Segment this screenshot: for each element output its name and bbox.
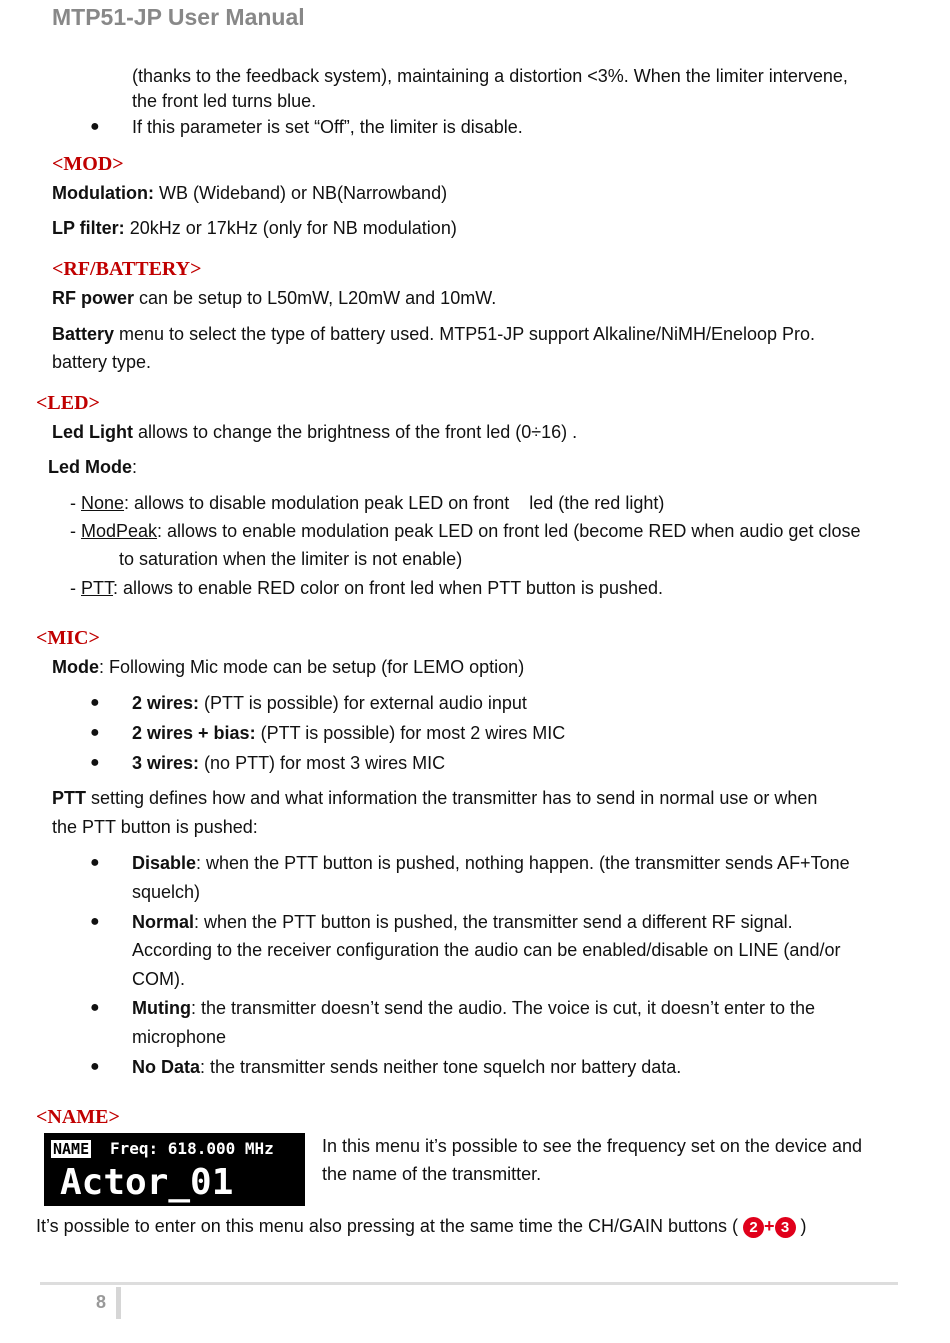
led-mode-colon: : <box>132 457 138 477</box>
ptt-option <box>132 910 793 934</box>
section-heading-mic: <MIC> <box>36 627 100 649</box>
led-light-text: allows to change the brightness of the front led (0÷16) . <box>132 422 578 442</box>
section-heading-rf-battery: <RF/BATTERY> <box>52 258 202 280</box>
mic-mode <box>52 655 524 679</box>
lcd-display <box>44 1133 305 1206</box>
bullet-icon: ● <box>90 854 100 871</box>
intro-line-2: the front led turns blue. <box>132 91 317 111</box>
ptt-option <box>132 1055 681 1079</box>
ptt-option-cont: COM). <box>132 969 185 989</box>
modulation-text: WB (Wideband) or NB(Narrowband) <box>153 183 448 203</box>
dash: - <box>70 521 81 541</box>
bullet-icon: ● <box>90 999 100 1016</box>
intro-bullet: If this parameter is set “Off”, the limiter is disable. <box>132 117 523 137</box>
led-mode-ptt <box>70 576 663 600</box>
led-light <box>52 420 577 444</box>
dash: - <box>70 578 81 598</box>
ptt-text: : allows to enable RED color on front led when PTT button is pushed. <box>113 578 663 598</box>
mod-modulation <box>52 181 447 205</box>
key-2-icon: 2 <box>743 1217 764 1238</box>
mic-mode-label: Mode <box>52 657 99 677</box>
lp-filter-text: 20kHz or 17kHz (only for NB modulation) <box>124 218 457 238</box>
led-mode-none <box>70 491 664 515</box>
page-number: 8 <box>96 1292 107 1312</box>
plus-sign: + <box>764 1216 775 1236</box>
ptt-setting-label: PTT <box>52 788 86 808</box>
name-shortcut <box>36 1214 807 1238</box>
rf-power-label: RF power <box>52 288 135 308</box>
ptt-setting-line-2: the PTT button is pushed: <box>52 817 258 837</box>
mic-mode-item-text: (no PTT) for most 3 wires MIC <box>199 753 446 773</box>
mic-mode-item <box>132 721 565 745</box>
led-mode-label: Led Mode <box>48 457 132 477</box>
rf-power <box>52 286 496 310</box>
ptt-option-label: Normal <box>132 912 195 932</box>
ptt-option-text: : the transmitter doesn’t send the audio. The voice is cut, it doesn’t enter to the <box>190 998 816 1018</box>
none-text: : allows to disable modulation peak LED on front led (the red light) <box>124 493 665 513</box>
mic-mode-item-text: (PTT is possible) for most 2 wires MIC <box>255 723 566 743</box>
ptt-label: PTT <box>81 578 114 598</box>
name-desc-line-1: In this menu it’s possible to see the frequency set on the device and <box>322 1136 862 1156</box>
ptt-option-label: Muting <box>132 998 191 1018</box>
ptt-option-text: : when the PTT button is pushed, the transmitter send a different RF signal. <box>194 912 793 932</box>
battery-label: Battery <box>52 324 115 344</box>
mod-lp-filter <box>52 216 457 240</box>
mic-mode-item <box>132 751 445 775</box>
section-heading-led: <LED> <box>36 392 100 414</box>
bullet-icon: ● <box>90 118 100 135</box>
ptt-setting-text: setting defines how and what information the transmitter has to send in normal use or when <box>86 788 818 808</box>
lcd-name-tag: NAME <box>53 1140 90 1158</box>
intro-line-1: (thanks to the feedback system), maintaining a distortion <3%. When the limiter intervene, <box>132 66 848 86</box>
led-mode <box>48 455 137 479</box>
document-title: MTP51-JP User Manual <box>52 4 305 30</box>
page-number-bar <box>116 1287 121 1319</box>
ptt-option-cont: microphone <box>132 1027 227 1047</box>
mic-mode-item-label: 2 wires: <box>132 693 200 713</box>
mic-mode-item-label: 3 wires: <box>132 753 200 773</box>
battery-line-2: battery type. <box>52 352 152 372</box>
ptt-option-cont: According to the receiver configuration the audio can be enabled/disable on LINE (and/or <box>132 940 841 960</box>
led-mode-modpeak-cont: to saturation when the limiter is not enable) <box>119 549 463 569</box>
lp-filter-label: LP filter: <box>52 218 125 238</box>
bullet-icon: ● <box>90 754 100 771</box>
battery-text: menu to select the type of battery used. MTP51-JP support Alkaline/NiMH/Eneloop Pro. <box>114 324 816 344</box>
ptt-option-label: No Data <box>132 1057 201 1077</box>
bullet-icon: ● <box>90 913 100 930</box>
shortcut-end: ) <box>795 1216 807 1236</box>
led-light-label: Led Light <box>52 422 133 442</box>
mic-mode-item <box>132 691 527 715</box>
lcd-transmitter-name: Actor_01 <box>60 1162 234 1203</box>
modulation-label: Modulation: <box>52 183 154 203</box>
bullet-icon: ● <box>90 1058 100 1075</box>
led-mode-modpeak <box>70 519 860 543</box>
ptt-option-text: : the transmitter sends neither tone squelch nor battery data. <box>200 1057 682 1077</box>
section-heading-name: <NAME> <box>36 1106 120 1128</box>
ptt-option-cont: squelch) <box>132 882 201 902</box>
ptt-option-label: Disable <box>132 853 197 873</box>
modpeak-label: ModPeak <box>81 521 158 541</box>
none-label: None <box>81 493 125 513</box>
mic-mode-text: : Following Mic mode can be setup (for LEMO option) <box>99 657 525 677</box>
dash: - <box>70 493 81 513</box>
ptt-setting-line-1 <box>52 786 817 810</box>
mic-mode-item-text: (PTT is possible) for external audio input <box>199 693 527 713</box>
battery-line-1 <box>52 322 815 346</box>
mic-mode-item-label: 2 wires + bias: <box>132 723 256 743</box>
bullet-icon: ● <box>90 724 100 741</box>
ptt-option-text: : when the PTT button is pushed, nothing happen. (the transmitter sends AF+Tone <box>196 853 850 873</box>
name-desc-line-2: the name of the transmitter. <box>322 1164 542 1184</box>
footer-divider <box>40 1282 898 1285</box>
shortcut-text: It’s possible to enter on this menu also pressing at the same time the CH/GAIN buttons ( <box>36 1216 744 1236</box>
ptt-option <box>132 996 815 1020</box>
modpeak-text: : allows to enable modulation peak LED on front led (become RED when audio get close <box>157 521 861 541</box>
bullet-icon: ● <box>90 694 100 711</box>
rf-power-text: can be setup to L50mW, L20mW and 10mW. <box>134 288 497 308</box>
section-heading-mod: <MOD> <box>52 153 124 175</box>
ptt-option <box>132 851 850 875</box>
lcd-frequency: Freq: 618.000 MHz <box>110 1139 274 1158</box>
key-3-icon: 3 <box>775 1217 796 1238</box>
